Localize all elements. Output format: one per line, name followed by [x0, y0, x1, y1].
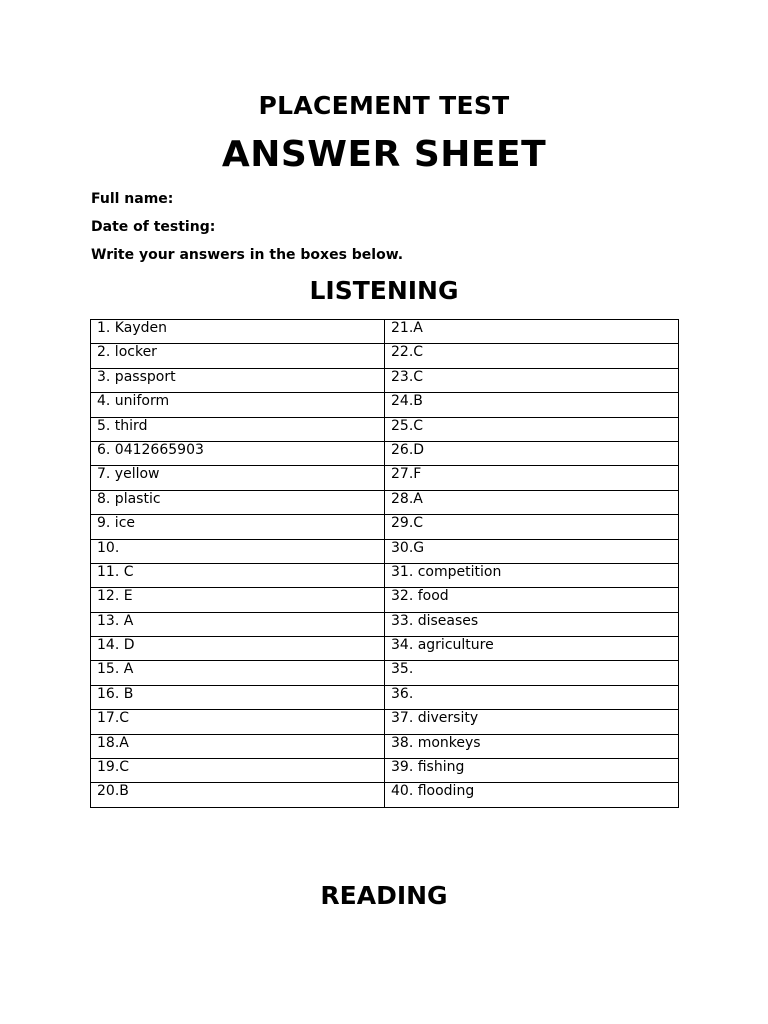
answer-cell-left: 3. passport: [91, 368, 385, 392]
answer-cell-right: 36.: [385, 685, 679, 709]
answer-cell-left: 11. C: [91, 563, 385, 587]
full-name-label: Full name:: [91, 191, 174, 207]
answer-cell-right: 39. fishing: [385, 759, 679, 783]
table-row: [91, 441, 679, 465]
table-row: [91, 563, 679, 587]
answer-cell-left: 20.B: [91, 783, 385, 807]
answer-cell-right: 38. monkeys: [385, 734, 679, 758]
answer-cell-right: 28.A: [385, 490, 679, 514]
table-row: [91, 320, 679, 344]
table-row: [91, 783, 679, 807]
answer-cell-right: 40. flooding: [385, 783, 679, 807]
answer-cell-left: 19.C: [91, 759, 385, 783]
answer-cell-right: 29.C: [385, 515, 679, 539]
answer-cell-left: 8. plastic: [91, 490, 385, 514]
table-row: [91, 515, 679, 539]
table-row: [91, 637, 679, 661]
listening-heading: LISTENING: [309, 276, 459, 305]
table-row: [91, 490, 679, 514]
answer-cell-right: 34. agriculture: [385, 637, 679, 661]
table-row: [91, 466, 679, 490]
answer-cell-right: 30.G: [385, 539, 679, 563]
answers-table-body: [91, 320, 679, 808]
document-subtitle: PLACEMENT TEST: [258, 91, 510, 120]
answer-cell-right: 27.F: [385, 466, 679, 490]
listening-answers-table: [90, 319, 679, 808]
table-row: [91, 588, 679, 612]
table-row: [91, 393, 679, 417]
answer-cell-left: 14. D: [91, 637, 385, 661]
answer-cell-right: 35.: [385, 661, 679, 685]
answer-cell-left: 12. E: [91, 588, 385, 612]
answer-cell-left: 18.A: [91, 734, 385, 758]
answer-cell-left: 17.C: [91, 710, 385, 734]
answer-cell-left: 16. B: [91, 685, 385, 709]
table-row: [91, 539, 679, 563]
answer-cell-right: 26.D: [385, 441, 679, 465]
table-row: [91, 612, 679, 636]
table-row: [91, 734, 679, 758]
table-row: [91, 417, 679, 441]
table-row: [91, 685, 679, 709]
instructions-text: Write your answers in the boxes below.: [91, 247, 404, 263]
answer-cell-right: 33. diseases: [385, 612, 679, 636]
answer-cell-right: 21.A: [385, 320, 679, 344]
table-row: [91, 344, 679, 368]
answer-cell-left: 13. A: [91, 612, 385, 636]
document-title: ANSWER SHEET: [221, 134, 547, 175]
answer-cell-left: 7. yellow: [91, 466, 385, 490]
answer-cell-left: 2. locker: [91, 344, 385, 368]
reading-heading: READING: [320, 881, 448, 910]
table-row: [91, 759, 679, 783]
table-row: [91, 710, 679, 734]
table-row: [91, 661, 679, 685]
date-of-testing-label: Date of testing:: [91, 219, 216, 235]
answer-cell-left: 15. A: [91, 661, 385, 685]
answer-cell-left: 1. Kayden: [91, 320, 385, 344]
answer-cell-left: 6. 0412665903: [91, 441, 385, 465]
answer-cell-right: 32. food: [385, 588, 679, 612]
table-row: [91, 368, 679, 392]
answer-cell-left: 4. uniform: [91, 393, 385, 417]
answer-cell-left: 5. third: [91, 417, 385, 441]
answer-cell-right: 31. competition: [385, 563, 679, 587]
answer-cell-right: 25.C: [385, 417, 679, 441]
answer-cell-left: 10.: [91, 539, 385, 563]
answer-cell-right: 37. diversity: [385, 710, 679, 734]
answer-cell-left: 9. ice: [91, 515, 385, 539]
answer-cell-right: 23.C: [385, 368, 679, 392]
answer-cell-right: 22.C: [385, 344, 679, 368]
answer-cell-right: 24.B: [385, 393, 679, 417]
